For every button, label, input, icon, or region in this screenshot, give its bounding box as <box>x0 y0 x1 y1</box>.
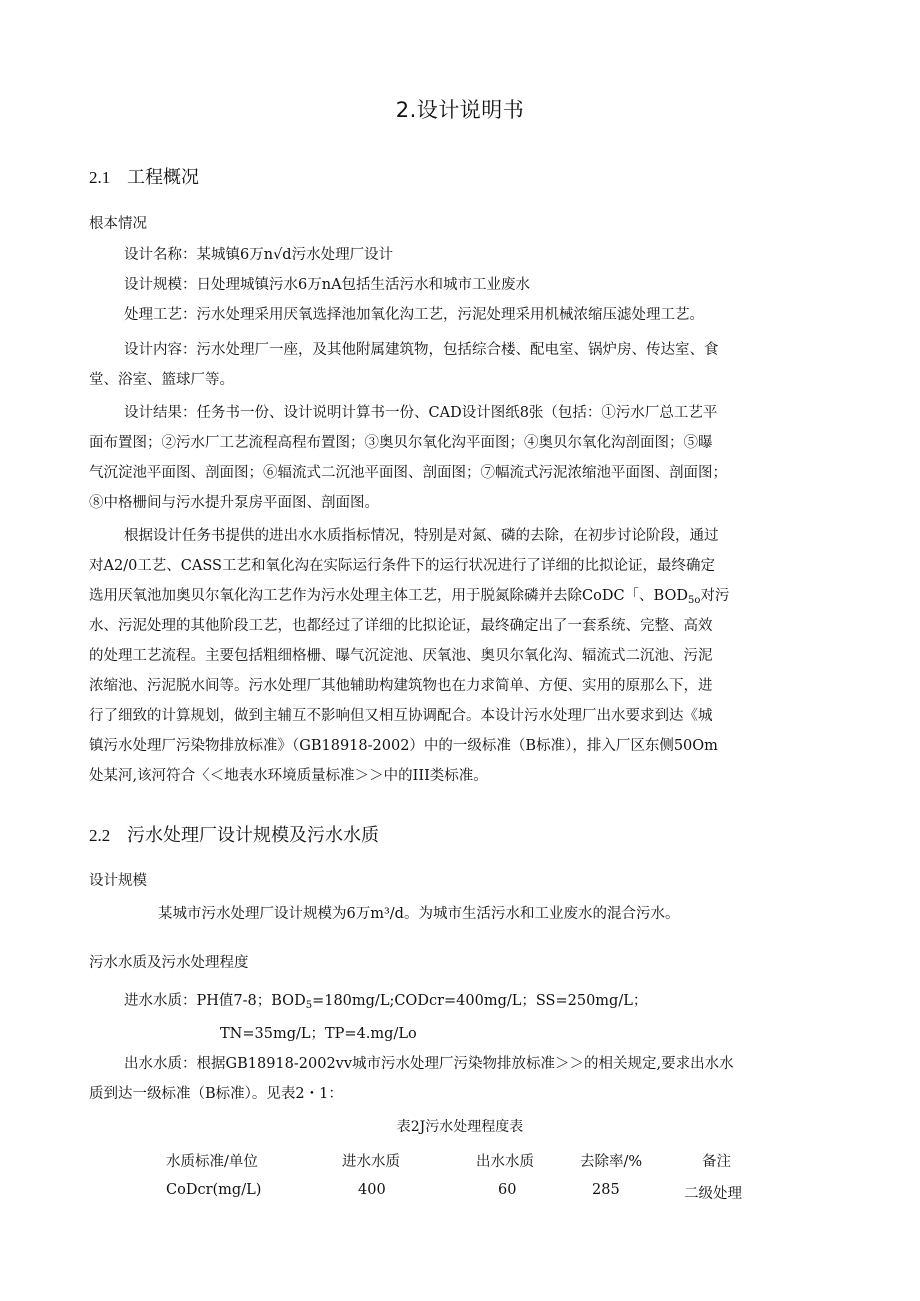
paragraph-line: 的处理工艺流程。主要包括粗细格栅、曝气沉淀池、厌氧池、奥贝尔氧化沟、辐流式二沉池、污泥 <box>89 648 713 664</box>
table-header-cell: 进水水质 <box>342 1154 400 1170</box>
document-title: 2.设计说明书 <box>395 98 525 122</box>
table-header-cell: 水质标准/单位 <box>166 1154 258 1170</box>
paragraph-line: 选用厌氧池加奥贝尔氧化沟工艺作为污水处理主体工艺，用于脱氮除磷并去除CoDC「、$BOD_{5o}$对污 <box>89 588 730 606</box>
result-line: 设计结果：任务书一份、设计说明计算书一份、CAD设计图纸8张（包括：①污水厂总工艺平 <box>124 405 718 421</box>
subheading-design-scale: 设计规模 <box>89 873 147 889</box>
item-process: 处理工艺：污水处理采用厌氧选择池加氧化沟工艺，污泥处理采用机械浓缩压滤处理工艺。 <box>124 307 704 323</box>
section-heading-2-2 <box>89 821 379 847</box>
outflow-quality-line: 质到达一级标准（B标准）。见表2・1： <box>89 1086 343 1102</box>
paragraph-line: 浓缩池、污泥脱水间等。污水处理厂其他辅助构建筑物也在力求简单、方便、实用的原那么下，进 <box>89 678 713 694</box>
table-header-cell: 备注 <box>702 1154 731 1170</box>
section-title: 工程概况 <box>127 167 199 188</box>
inflow-quality-line: 进水水质：PH值7-8；$BOD_5=180mg/L;CODcr=400mg/L$；SS=250mg/L； <box>124 993 648 1011</box>
section-number: 2.2 <box>89 826 111 845</box>
paragraph-line: 对A2/0工艺、CASS工艺和氧化沟在实际运行条件下的运行状况进行了详细的比拟论证，最终确定 <box>89 558 715 574</box>
subheading-water-quality: 污水水质及污水处理程度 <box>89 955 249 971</box>
paragraph-line: 行了细致的计算规划，做到主辅互不影响但又相互协调配合。本设计污水处理厂出水要求到达《城 <box>89 708 713 724</box>
subheading-basic-info: 根本情况 <box>89 216 147 232</box>
scale-line: 某城市污水处理厂设计规模为6万m³/d。为城市生活污水和工业废水的混合污水。 <box>158 906 680 922</box>
outflow-quality-line: 出水水质：根据GB18918-2002vv城市污水处理厂污染物排放标准＞＞的相关规定,要求出水水 <box>124 1056 734 1072</box>
table-cell: 60 <box>498 1182 517 1198</box>
result-line: 气沉淀池平面图、剖面图；⑥辐流式二沉池平面图、剖面图；⑦幅流式污泥浓缩池平面图、剖面图； <box>89 465 727 481</box>
result-line: ⑧中格栅间与污水提升泵房平面图、剖面图。 <box>89 495 379 511</box>
section-title: 污水处理厂设计规模及污水水质 <box>127 825 379 846</box>
result-line: 面布置图；②污水厂工艺流程高程布置图；③奥贝尔氧化沟平面图；④奥贝尔氧化沟剖面图；⑤曝 <box>89 435 713 451</box>
table-cell: CoDcr(mg/L) <box>166 1182 262 1198</box>
table-cell: 二级处理 <box>684 1186 742 1202</box>
item-design-name: 设计名称：某城镇6万n√d污水处理厂设计 <box>124 247 394 263</box>
table-caption: 表2J污水处理程度表 <box>396 1119 524 1135</box>
content-line: 堂、浴室、篮球厂等。 <box>89 372 234 388</box>
paragraph-line: 水、污泥处理的其他阶段工艺，也都经过了详细的比拟论证，最终确定出了一套系统、完整、高效 <box>89 618 713 634</box>
paragraph-line: 镇污水处理厂污染物排放标准》（GB18918-2002）中的一级标准（B标准），排入厂区东侧50Om <box>89 738 718 754</box>
item-design-scale: 设计规模：日处理城镇污水6万nA包括生活污水和城市工业废水 <box>124 277 531 293</box>
section-number: 2.1 <box>89 168 111 187</box>
table-cell: 400 <box>358 1182 386 1198</box>
table-header-cell: 出水水质 <box>476 1154 534 1170</box>
content-line: 设计内容：污水处理厂一座，及其他附属建筑物，包括综合楼、配电室、锅炉房、传达室、食 <box>124 342 719 358</box>
paragraph-line: 根据设计任务书提供的进出水水质指标情况，特别是对氮、磷的去除，在初步讨论阶段，通过 <box>124 528 719 544</box>
table-header-cell: 去除率/% <box>580 1154 643 1170</box>
inflow-quality-line: TN=35mg/L；TP=4.mg/Lo <box>220 1026 417 1042</box>
paragraph-line: 处某河,该河符合〈＜地表水环境质量标准＞＞中的III类标准。 <box>89 768 488 784</box>
section-heading-2-1 <box>89 163 199 189</box>
table-cell: 285 <box>592 1182 620 1198</box>
